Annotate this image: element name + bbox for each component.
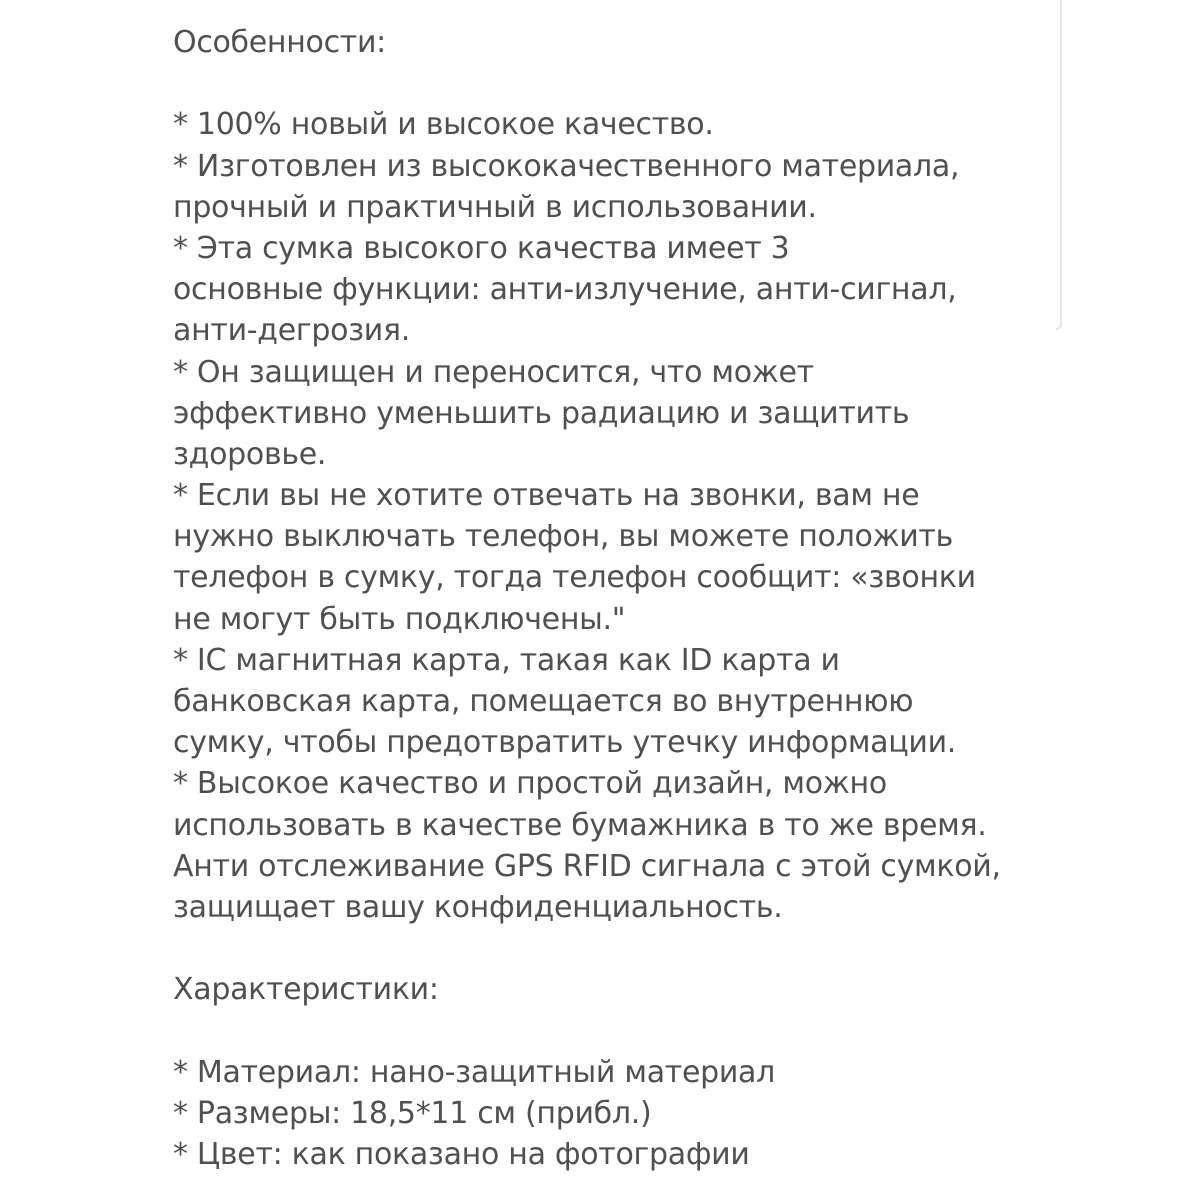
feature-line: банковская карта, помещается во внутреннюю <box>173 684 914 719</box>
spacer <box>173 928 1053 969</box>
specs-heading: Характеристики: <box>173 972 439 1008</box>
spec-line: * Размеры: 18,5*11 см (прибл.) <box>173 1095 652 1131</box>
feature-line: эффективно уменьшить радиацию и защитить <box>173 395 910 431</box>
scrollbar[interactable] <box>1056 0 1064 336</box>
feature-line: сумку, чтобы предотвратить утечку информации. <box>173 725 957 761</box>
feature-line: * Если вы не хотите отвечать на звонки, вам не <box>173 478 920 514</box>
feature-line: здоровье. <box>173 436 327 472</box>
feature-line: не могут быть подключены." <box>173 601 626 637</box>
feature-line: Анти отслеживание GPS RFID сигнала с этой сумкой, <box>173 848 1001 884</box>
description-text <box>173 22 1053 1175</box>
spec-line: * Материал: нано-защитный материал <box>173 1054 776 1090</box>
feature-line: * Он защищен и переносится, что может <box>173 354 814 390</box>
feature-line: * Эта сумка высокого качества имеет 3 <box>173 230 790 266</box>
feature-line: защищает вашу конфиденциальность. <box>173 889 783 925</box>
scrollbar-thumb[interactable] <box>1056 0 1062 330</box>
feature-line: телефон в сумку, тогда телефон сообщит: «звонки <box>173 560 976 596</box>
spec-line: * Цвет: как показано на фотографии <box>173 1137 750 1173</box>
feature-line: нужно выключать телефон, вы можете положить <box>173 519 953 555</box>
feature-line: * 100% новый и высокое качество. <box>173 107 714 143</box>
feature-line: * IC магнитная карта, такая как ID карта и <box>173 642 840 678</box>
feature-line: анти-дегрозия. <box>173 313 410 349</box>
spacer <box>173 63 1053 104</box>
feature-line: * Изготовлен из высококачественного материала, <box>173 148 960 184</box>
feature-line: * Высокое качество и простой дизайн, можно <box>173 766 887 802</box>
feature-line: основные функции: анти-излучение, анти-сигнал, <box>173 272 957 308</box>
feature-line: прочный и практичный в использовании. <box>173 189 817 225</box>
feature-line: использовать в качестве бумажника в то же время. <box>173 807 987 843</box>
features-heading: Особенности: <box>173 25 386 60</box>
spacer <box>173 1011 1053 1052</box>
